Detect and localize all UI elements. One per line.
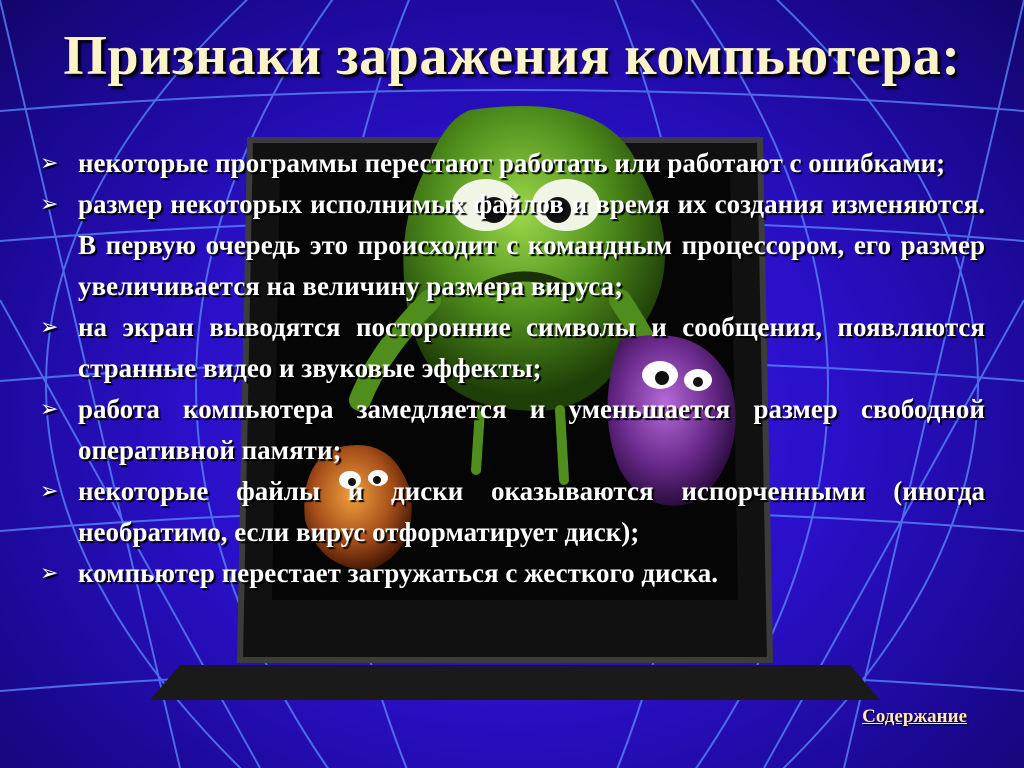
bullet-item bbox=[40, 143, 985, 184]
bullet-item bbox=[40, 553, 985, 594]
contents-link[interactable]: Содержание bbox=[862, 706, 967, 727]
bullet-item bbox=[40, 184, 985, 307]
bullet-text: некоторые программы перестают работать или работают с ошибками; bbox=[78, 148, 946, 178]
arrowhead-bullet-icon: ➢ bbox=[40, 192, 59, 217]
bullet-text: размер некоторых исполнимых файлов и время их создания изменяются. В первую очередь это происходит с командным процессором, его размер увеличивается на величину размера вируса; bbox=[78, 189, 985, 301]
arrowhead-bullet-icon: ➢ bbox=[40, 397, 59, 422]
arrowhead-bullet-icon: ➢ bbox=[40, 561, 59, 586]
bullet-item bbox=[40, 307, 985, 389]
bullet-text: некоторые файлы и диски оказываются испорченными (иногда необратимо, если вирус отформатирует диск); bbox=[78, 476, 985, 547]
bullet-item bbox=[40, 389, 985, 471]
slide-title: Признаки заражения компьютера: bbox=[63, 25, 961, 87]
bullet-text: компьютер перестает загружаться с жесткого диска. bbox=[78, 558, 718, 588]
arrowhead-bullet-icon: ➢ bbox=[40, 151, 59, 176]
bullet-item bbox=[40, 471, 985, 553]
arrowhead-bullet-icon: ➢ bbox=[40, 479, 59, 504]
bullet-text: на экран выводятся посторонние символы и сообщения, появляются странные видео и звуковые эффекты; bbox=[78, 312, 985, 383]
bullet-list bbox=[40, 143, 985, 594]
arrowhead-bullet-icon: ➢ bbox=[40, 315, 59, 340]
bullet-text: работа компьютера замедляется и уменьшается размер свободной оперативной памяти; bbox=[78, 394, 985, 465]
